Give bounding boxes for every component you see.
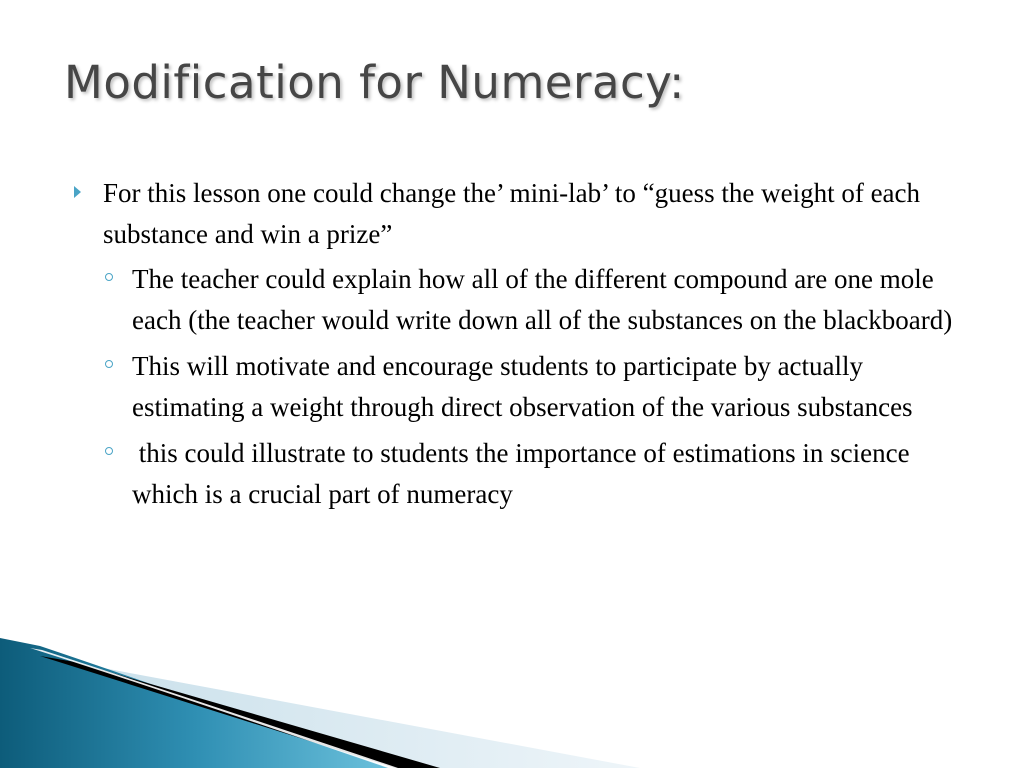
sub-bullet-text: this could illustrate to students the importance of estimations in science which is a crucial part of numeracy [132,438,917,509]
wave-decoration [0,638,1024,768]
bullet-item [74,173,958,255]
bullet-text: For this lesson one could change the’ mini-lab’ to “guess the weight of each substance and win a prize” [103,178,921,249]
circle-bullet-icon [105,447,113,455]
sub-bullet-item [74,433,967,515]
sub-bullet-text: The teacher could explain how all of the different compound are one mole each (the teacher would write down all of the substances on the blackboard) [132,264,953,335]
slide-title: Modification for Numeracy: [64,56,685,109]
circle-bullet-icon [105,273,113,281]
sub-bullet-item [74,259,967,341]
circle-bullet-icon [105,360,113,368]
triangle-bullet-icon [74,186,81,198]
sub-bullet-text: This will motivate and encourage students to participate by actually estimating a weight through direct observation of the various substances [132,351,913,422]
sub-bullet-list [74,259,974,515]
sub-bullet-item [74,346,967,428]
slide-content [74,173,974,520]
